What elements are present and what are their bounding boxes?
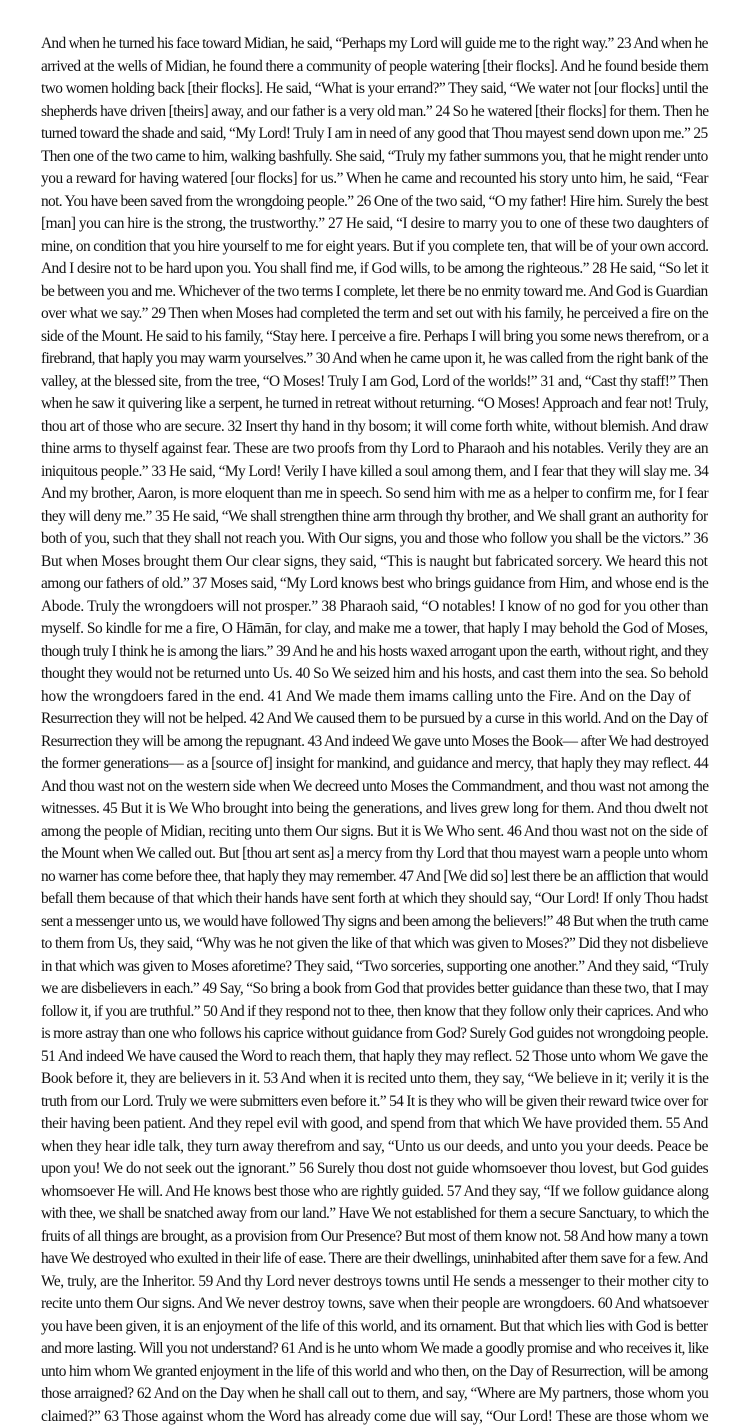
text-line: over what we say.” 29 Then when Moses had completed the term and set out with his family, he perceived a fire on the [41,303,711,326]
text-line: thine arms to thyself against fear. These are two proofs from thy Lord to Pharaoh and his notables. Verily they are an [41,438,711,461]
text-line: both of you, such that they shall not reach you. With Our signs, you and those who follow you shall be the victors.” 36 [41,528,711,551]
text-line: is more astray than one who follows his caprice without guidance from God? Surely God guides not wrongdoing people. [41,1023,711,1046]
text-line: turned toward the shade and said, “My Lord! Truly I am in need of any good that Thou mayest send down upon me.” 25 [41,123,711,146]
text-line: fruits of all things are brought, as a provision from Our Presence? But most of them know not. 58 And how many a town [41,1226,711,1249]
text-line: no warner has come before thee, that haply they may remember. 47 And [We did so] lest there be an affliction that would [41,866,711,889]
document-page [41,33,711,1428]
text-line: valley, at the blessed site, from the tree, “O Moses! Truly I am God, Lord of the worlds!” 31 and, “Cast thy staff!” Then [41,371,711,394]
text-line: in that which was given to Moses aforetime? They said, “Two sorceries, supporting one another.” And they said, “Truly [41,956,711,979]
text-line: not. You have been saved from the wrongdoing people.” 26 One of the two said, “O my father! Hire him. Surely the best [41,191,711,214]
text-line: upon you! We do not seek out the ignorant.” 56 Surely thou dost not guide whomsoever thou lovest, but God guides [41,1158,711,1181]
text-line: how the wrongdoers fared in the end. 41 And We made them imams calling unto the Fire. And on the Day of [41,686,711,709]
text-line: thou art of those who are secure. 32 Insert thy hand in thy bosom; it will come forth white, without blemish. And draw [41,416,711,439]
text-line: And thou wast not on the western side when We decreed unto Moses the Commandment, and thou wast not among the [41,776,711,799]
text-line: mine, on condition that you hire yourself to me for eight years. But if you complete ten, that will be of your own accord. [41,236,711,259]
text-line: their having been patient. And they repel evil with good, and spend from that which We have provided them. 55 And [41,1113,711,1136]
text-line: And I desire not to be hard upon you. You shall find me, if God wills, to be among the righteous.” 28 He said, “So let it [41,258,711,281]
text-line: Then one of the two came to him, walking bashfully. She said, “Truly my father summons you, that he might render unto [41,146,711,169]
text-line: when they hear idle talk, they turn away therefrom and say, “Unto us our deeds, and unto you your deeds. Peace be [41,1136,711,1159]
text-line: follow it, if you are truthful.” 50 And if they respond not to thee, then know that they follow only their caprices. And who [41,1001,711,1024]
text-line: truth from our Lord. Truly we were submitters even before it.” 54 It is they who will be given their reward twice over for [41,1091,711,1114]
text-line: unto him whom We granted enjoyment in the life of this world and who then, on the Day of Resurrection, will be among [41,1361,711,1384]
text-line: recite unto them Our signs. And We never destroy towns, save when their people are wrongdoers. 60 And whatsoever [41,1293,711,1316]
text-line: we are disbelievers in each.” 49 Say, “So bring a book from God that provides better guidance than these two, that I may [41,978,711,1001]
text-line: whomsoever He will. And He knows best those who are rightly guided. 57 And they say, “If we follow guidance along [41,1181,711,1204]
text-line: And my brother, Aaron, is more eloquent than me in speech. So send him with me as a helper to confirm me, for I fear [41,483,711,506]
text-line: you have been given, it is an enjoyment of the life of this world, and its ornament. But that which lies with God is better [41,1316,711,1339]
text-line: firebrand, that haply you may warm yourselves.” 30 And when he came upon it, he was called from the right bank of the [41,348,711,371]
text-line: arrived at the wells of Midian, he found there a community of people watering [their flocks]. And he found beside them [41,56,711,79]
text-line: witnesses. 45 But it is We Who brought into being the generations, and lives grew long for them. And thou dwelt not [41,798,711,821]
text-line: myself. So kindle for me a fire, O Hāmān, for clay, and make me a tower, that haply I may behold the God of Moses, [41,618,711,641]
text-line: with thee, we shall be snatched away from our land.” Have We not established for them a secure Sanctuary, to which the [41,1203,711,1226]
text-line: they will deny me.” 35 He said, “We shall strengthen thine arm through thy brother, and We shall grant an authority for [41,506,711,529]
text-line: those arraigned? 62 And on the Day when he shall call out to them, and say, “Where are My partners, those whom you [41,1383,711,1406]
text-line: iniquitous people.” 33 He said, “My Lord! Verily I have killed a soul among them, and I fear that they will slay me. 34 [41,461,711,484]
text-line: And when he turned his face toward Midian, he said, “Perhaps my Lord will guide me to the right way.” 23 And when he [41,33,711,56]
text-line: though truly I think he is among the liars.” 39 And he and his hosts waxed arrogant upon the earth, without right, and they [41,641,711,664]
text-line: among the people of Midian, reciting unto them Our signs. But it is We Who sent. 46 And thou wast not on the side of [41,821,711,844]
text-line: you a reward for having watered [our flocks] for us.” When he came and recounted his story unto him, he said, “Fear [41,168,711,191]
text-line: befall them because of that which their hands have sent forth at which they should say, “Our Lord! If only Thou hadst [41,888,711,911]
text-line: side of the Mount. He said to his family, “Stay here. I perceive a fire. Perhaps I will bring you some news therefrom, or a [41,326,711,349]
text-line: claimed?” 63 Those against whom the Word has already come due will say, “Our Lord! These are those whom we [41,1406,711,1428]
text-line: Resurrection they will be among the repugnant. 43 And indeed We gave unto Moses the Book— after We had destroyed [41,731,711,754]
text-line: Resurrection they will not be helped. 42 And We caused them to be pursued by a curse in this world. And on the Day of [41,708,711,731]
text-line: be between you and me. Whichever of the two terms I complete, let there be no enmity toward me. And God is Guardian [41,281,711,304]
text-line: shepherds have driven [theirs] away, and our father is a very old man.” 24 So he watered [their flocks] for them. Then he [41,101,711,124]
text-line: have We destroyed who exulted in their life of ease. There are their dwellings, uninhabited after them save for a few. And [41,1248,711,1271]
text-line: the former generations— as a [source of] insight for mankind, and guidance and mercy, that haply they may reflect. 44 [41,753,711,776]
text-line: [man] you can hire is the strong, the trustworthy.” 27 He said, “I desire to marry you to one of these two daughters of [41,213,711,236]
text-line: Book before it, they are believers in it. 53 And when it is recited unto them, they say, “We believe in it; verily it is the [41,1068,711,1091]
text-line: two women holding back [their flocks]. He said, “What is your errand?” They said, “We water not [our flocks] until the [41,78,711,101]
text-line: Abode. Truly the wrongdoers will not prosper.” 38 Pharaoh said, “O notables! I know of no god for you other than [41,596,711,619]
text-line: to them from Us, they said, “Why was he not given the like of that which was given to Moses?” Did they not disbelieve [41,933,711,956]
text-line: sent a messenger unto us, we would have followed Thy signs and been among the believers!” 48 But when the truth came [41,911,711,934]
text-line: and more lasting. Will you not understand? 61 And is he unto whom We made a goodly promise and who receives it, like [41,1338,711,1361]
text-line: We, truly, are the Inheritor. 59 And thy Lord never destroys towns until He sends a messenger to their mother city to [41,1271,711,1294]
text-line: among our fathers of old.” 37 Moses said, “My Lord knows best who brings guidance from Him, and whose end is the [41,573,711,596]
text-line: thought they would not be returned unto Us. 40 So We seized him and his hosts, and cast them into the sea. So behold [41,663,711,686]
text-line: 51 And indeed We have caused the Word to reach them, that haply they may reflect. 52 Those unto whom We gave the [41,1046,711,1069]
text-line: when he saw it quivering like a serpent, he turned in retreat without returning. “O Moses! Approach and fear not! Truly, [41,393,711,416]
text-line: the Mount when We called out. But [thou art sent as] a mercy from thy Lord that thou mayest warn a people unto whom [41,843,711,866]
text-line: But when Moses brought them Our clear signs, they said, “This is naught but fabricated sorcery. We heard this not [41,551,711,574]
